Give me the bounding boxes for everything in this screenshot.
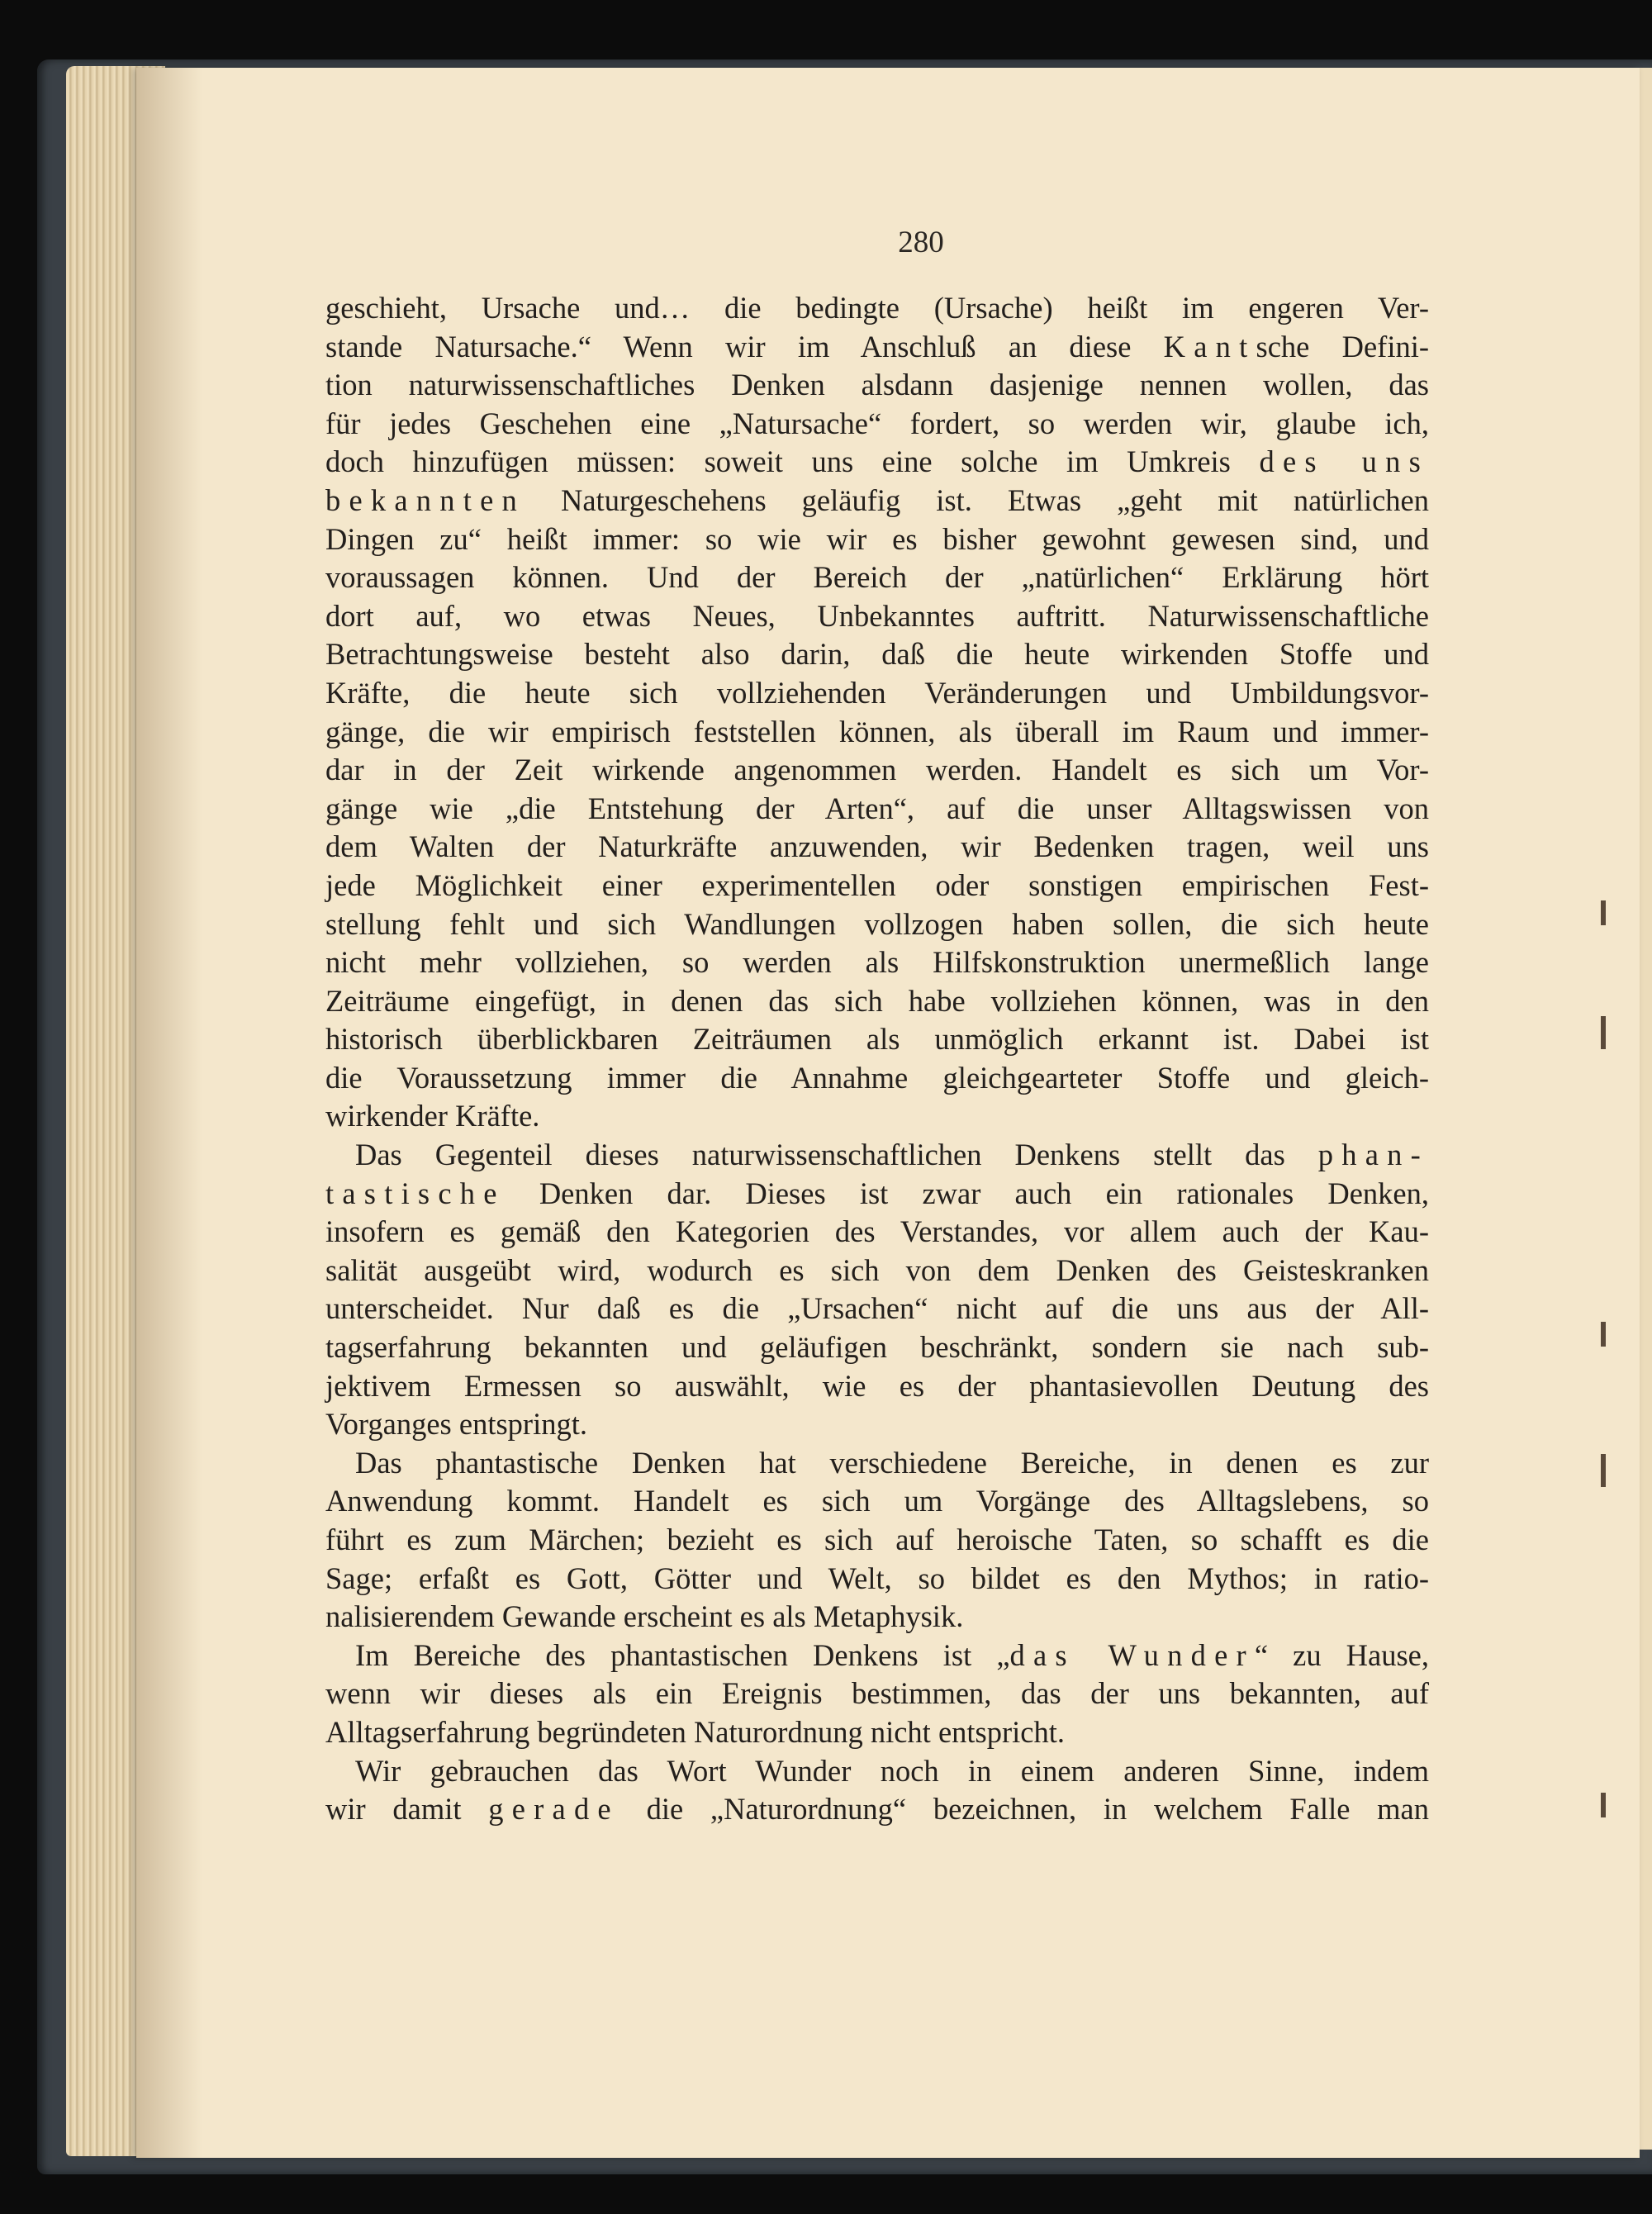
text-line: Vorganges entspringt.: [325, 1407, 587, 1442]
spaced-emphasis: phan-: [1317, 1138, 1429, 1172]
text-line: stande Natursache.“ Wenn wir im Anschluß an diese Kantsche Defini-: [325, 329, 1430, 363]
text-line: salität ausgeübt wird, wodurch es sich von dem Denken des Geisteskranken: [325, 1252, 1429, 1287]
text-line: Das Gegenteil dieses naturwissenschaftlichen Denkens stellt das phan-: [355, 1138, 1429, 1172]
text-line: dem Walten der Naturkräfte anzuwenden, wir Bedenken tragen, weil uns: [325, 829, 1429, 864]
text-line: Alltagserfahrung begründeten Naturordnung nicht entspricht.: [325, 1714, 1065, 1749]
text-line: Betrachtungsweise besteht also darin, daß die heute wirkenden Stoffe und: [325, 637, 1429, 672]
text-line: führt es zum Märchen; bezieht es sich auf heroische Taten, so schafft es die: [325, 1523, 1429, 1556]
text-line: bekannten Naturgeschehens geläufig ist. Etwas „geht mit natürlichen: [325, 482, 1429, 517]
page-number: 280: [898, 226, 944, 259]
text-line: tagserfahrung bekannten und geläufigen beschränkt, sondern sie nach sub-: [325, 1330, 1429, 1365]
spaced-emphasis: tastische: [325, 1176, 506, 1210]
text-line: Dingen zu“ heißt immer: so wie wir es bisher gewohnt gewesen sind, und: [325, 521, 1429, 556]
margin-mark: [1601, 1322, 1606, 1347]
text-line: Das phantastische Denken hat verschiedene Bereiche, in denen es zur: [355, 1445, 1429, 1480]
text-line: doch hinzufügen müssen: soweit uns eine solche im Umkreis des uns: [325, 444, 1430, 479]
text-line: Zeiträume eingefügt, in denen das sich habe vollziehen können, was in den: [325, 983, 1429, 1018]
text-line: die Voraussetzung immer die Annahme gleichgearteter Stoffe und gleich-: [325, 1060, 1429, 1095]
margin-mark: [1601, 1793, 1606, 1817]
text-line: nicht mehr vollziehen, so werden als Hilfskonstruktion unermeßlich lange: [325, 945, 1429, 980]
text-line: gänge, die wir empirisch feststellen können, als überall im Raum und immer-: [325, 714, 1429, 748]
text-line: dar in der Zeit wirkende angenommen werden. Handelt es sich um Vor-: [325, 753, 1429, 787]
gutter-shadow: [136, 68, 202, 2158]
text-line: wirkender Kräfte.: [325, 1099, 540, 1133]
margin-mark: [1601, 1454, 1606, 1487]
margin-mark: [1601, 900, 1606, 925]
text-line: nalisierendem Gewande erscheint es als Metaphysik.: [325, 1599, 964, 1634]
text-line: tion naturwissenschaftliches Denken alsdann dasjenige nennen wollen, das: [325, 368, 1429, 402]
text-line: wenn wir dieses als ein Ereignis bestimmen, das der uns bekannten, auf: [325, 1676, 1429, 1711]
spaced-emphasis: Kant: [1163, 329, 1256, 363]
text-line: jede Möglichkeit einer experimentellen oder sonstigen empirischen Fest-: [325, 867, 1429, 902]
text-line: Sage; erfaßt es Gott, Götter und Welt, so bildet es den Mythos; in ratio-: [325, 1561, 1429, 1595]
text-line: wir damit gerade die „Naturordnung“ bezeichnen, in welchem Falle man: [325, 1792, 1429, 1827]
spaced-emphasis: bekannten: [325, 482, 525, 517]
body-text: [325, 289, 1429, 1829]
spaced-emphasis: das Wunder: [1009, 1637, 1255, 1672]
text-line: für jedes Geschehen eine „Natursache“ fordert, so werden wir, glaube ich,: [325, 406, 1429, 440]
text-line: gänge wie „die Entstehung der Arten“, auf die unser Alltagswissen von: [325, 791, 1429, 825]
text-line: tastische Denken dar. Dieses ist zwar auch ein rationales Denken,: [325, 1176, 1429, 1210]
text-line: Anwendung kommt. Handelt es sich um Vorgänge des Alltagslebens, so: [325, 1484, 1429, 1518]
text-line: stellung fehlt und sich Wandlungen vollzogen haben sollen, die sich heute: [325, 906, 1429, 941]
margin-mark: [1601, 1016, 1606, 1049]
spaced-emphasis: gerade: [488, 1792, 620, 1827]
text-line: insofern es gemäß den Kategorien des Verstandes, vor allem auch der Kau-: [325, 1214, 1429, 1249]
text-line: jektivem Ermessen so auswählt, wie es der phantasievollen Deutung des: [325, 1368, 1429, 1403]
spaced-emphasis: des uns: [1259, 444, 1430, 479]
text-line: Im Bereiche des phantastischen Denkens ist „das Wunder“ zu Hause,: [355, 1637, 1429, 1672]
text-line: geschieht, Ursache und… die bedingte (Ursache) heißt im engeren Ver-: [325, 291, 1429, 325]
text-line: unterscheidet. Nur daß es die „Ursachen“ nicht auf die uns aus der All-: [325, 1291, 1429, 1326]
text-line: Wir gebrauchen das Wort Wunder noch in einem anderen Sinne, indem: [355, 1753, 1429, 1788]
text-line: voraussagen können. Und der Bereich der „natürlichen“ Erklärung hört: [325, 560, 1429, 595]
text-line: Kräfte, die heute sich vollziehenden Veränderungen und Umbildungsvor-: [325, 675, 1429, 710]
text-line: dort auf, wo etwas Neues, Unbekanntes auftritt. Naturwissenschaftliche: [325, 598, 1429, 633]
text-line: historisch überblickbaren Zeiträumen als unmöglich erkannt ist. Dabei ist: [325, 1022, 1429, 1057]
